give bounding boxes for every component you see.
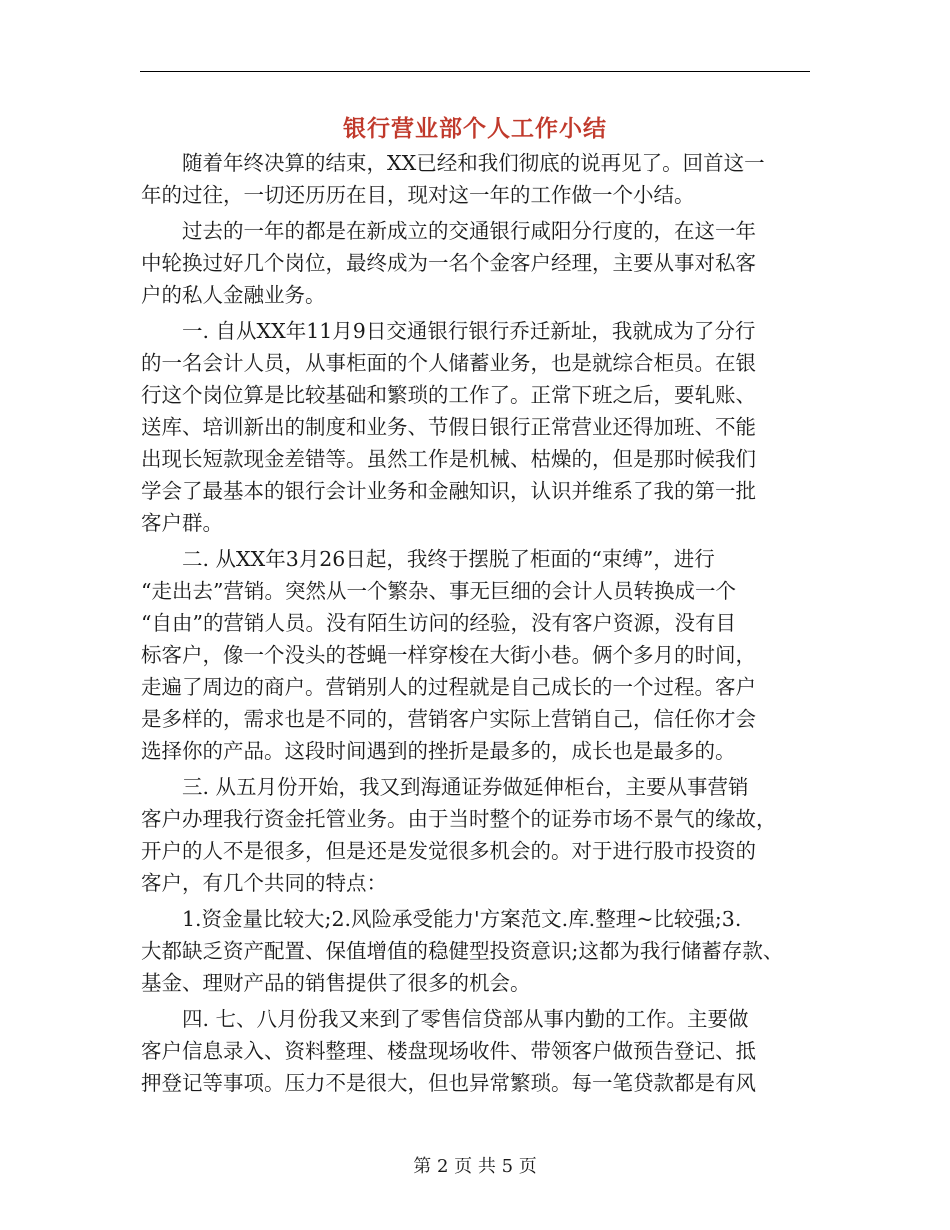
body-line: 客户信息录入、资料整理、楼盘现场收件、带领客户做预告登记、抵	[141, 1039, 756, 1063]
body-line: 的一名会计人员，从事柜面的个人储蓄业务，也是就综合柜员。在银	[141, 351, 756, 375]
body-line: 户的私人金融业务。	[141, 283, 326, 307]
body-line: 客户办理我行资金托管业务。由于当时整个的证券市场不景气的缘故，	[141, 807, 777, 831]
body-line: 基金、理财产品的销售提供了很多的机会。	[141, 971, 531, 995]
body-line: 选择你的产品。这段时间遇到的挫折是最多的，成长也是最多的。	[141, 739, 736, 763]
body-line: “自由”的营销人员。没有陌生访问的经验，没有客户资源，没有目	[141, 611, 736, 635]
body-line: 二. 从XX年3月26日起，我终于摆脱了柜面的“束缚”，进行	[141, 547, 715, 571]
body-line: 1.资金量比较大;2.风险承受能力'方案范文.库.整理~比较强;3.	[141, 907, 742, 931]
body-line: 走遍了周边的商户。营销别人的过程就是自己成长的一个过程。客户	[141, 675, 756, 699]
body-line: 随着年终决算的结束，XX已经和我们彻底的说再见了。回首这一	[141, 151, 765, 175]
body-line: 出现长短款现金差错等。虽然工作是机械、枯燥的，但是那时候我们	[141, 447, 756, 471]
body-line: 标客户，像一个没头的苍蝇一样穿梭在大街小巷。俩个多月的时间，	[141, 643, 756, 667]
body-line: “走出去”营销。突然从一个繁杂、事无巨细的会计人员转换成一个	[141, 579, 736, 603]
body-line: 送库、培训新出的制度和业务、节假日银行正常营业还得加班、不能	[141, 415, 756, 439]
body-line: 是多样的，需求也是不同的，营销客户实际上营销自己，信任你才会	[141, 707, 756, 731]
body-line: 客户群。	[141, 511, 223, 535]
body-line: 四. 七、八月份我又来到了零售信贷部从事内勤的工作。主要做	[141, 1007, 749, 1031]
header-rule	[140, 71, 810, 72]
body-line: 行这个岗位算是比较基础和繁琐的工作了。正常下班之后，要轧账、	[141, 383, 756, 407]
page-number: 第 2 页 共 5 页	[413, 1156, 537, 1177]
body-line: 年的过往，一切还历历在目，现对这一年的工作做一个小结。	[141, 183, 695, 207]
body-line: 押登记等事项。压力不是很大，但也异常繁琐。每一笔贷款都是有风	[141, 1071, 756, 1095]
document-title: 银行营业部个人工作小结	[343, 116, 607, 142]
body-line: 客户，有几个共同的特点：	[141, 871, 387, 895]
body-line: 大都缺乏资产配置、保值增值的稳健型投资意识;这都为我行储蓄存款、	[141, 939, 784, 963]
body-line: 过去的一年的都是在新成立的交通银行咸阳分行度的，在这一年	[141, 219, 756, 243]
body-line: 中轮换过好几个岗位，最终成为一名个金客户经理，主要从事对私客	[141, 251, 756, 275]
body-line: 一. 自从XX年11月9日交通银行银行乔迁新址，我就成为了分行	[141, 319, 756, 343]
body-line: 开户的人不是很多，但是还是发觉很多机会的。对于进行股市投资的	[141, 839, 756, 863]
body-line: 学会了最基本的银行会计业务和金融知识，认识并维系了我的第一批	[141, 479, 756, 503]
body-line: 三. 从五月份开始，我又到海通证券做延伸柜台，主要从事营销	[141, 775, 749, 799]
